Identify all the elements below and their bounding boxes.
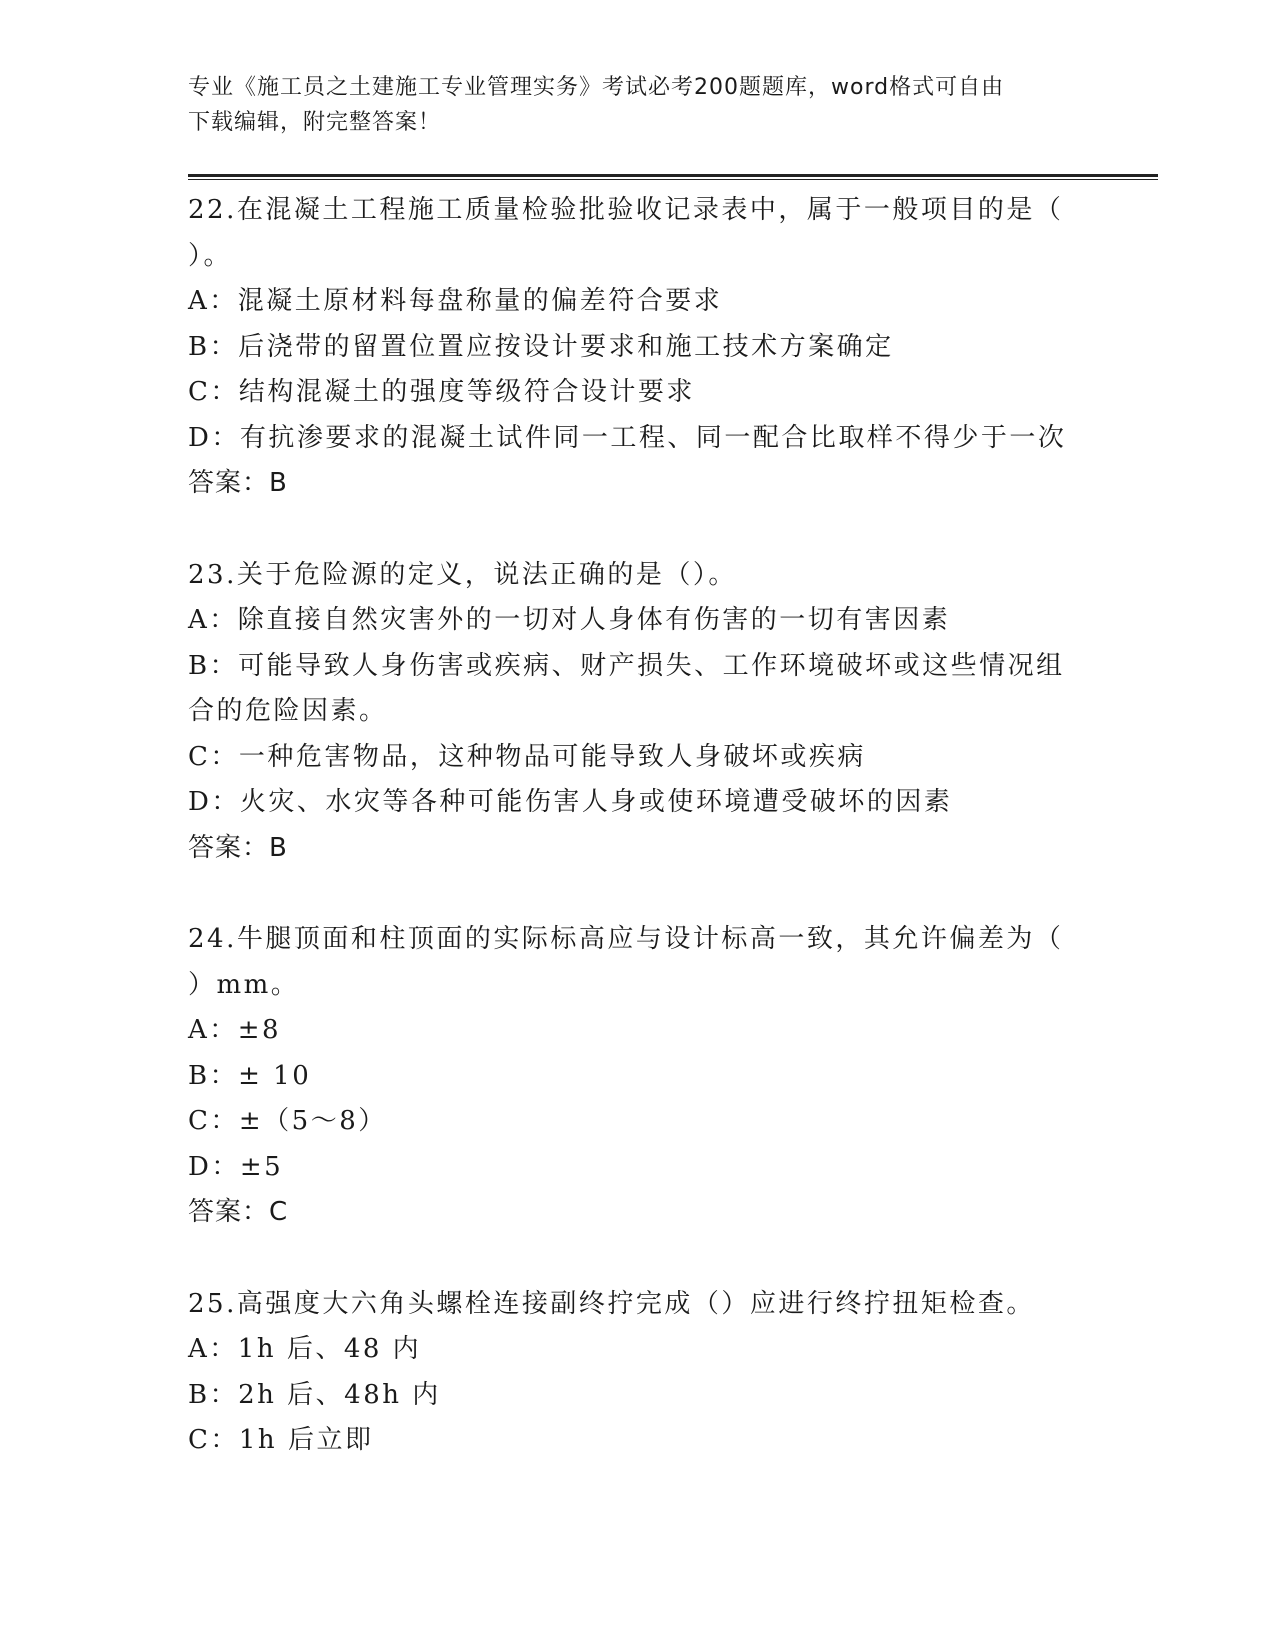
question-22 [188,188,1158,507]
option-b: B：后浇带的留置位置应按设计要求和施工技术方案确定 [188,331,894,362]
option-b-continued: 合的危险因素。 [188,696,388,726]
document-page [188,70,1158,1510]
question-24 [188,917,1158,1236]
option-a: A：±8 [188,1015,282,1045]
option-c: C：结构混凝土的强度等级符合设计要求 [188,377,695,407]
question-25 [188,1282,1158,1464]
question-stem: ）mm。 [188,969,300,1000]
option-d: D：±5 [188,1151,284,1182]
question-23 [188,553,1158,872]
option-c: C：一种危害物品，这种物品可能导致人身破坏或疾病 [188,741,866,772]
option-c: C：1h 后立即 [188,1425,374,1455]
answer-label: 答案：B [188,468,288,498]
answer-label: 答案：B [188,832,288,863]
header-line-2: 下载编辑，附完整答案！ [188,110,442,135]
option-b: B：可能导致人身伤害或疾病、财产损失、工作环境破坏或这些情况组 [188,650,1065,681]
question-stem: 23.关于危险源的定义，说法正确的是（）。 [188,559,737,590]
question-list [188,188,1158,1464]
question-stem: 25.高强度大六角头螺栓连接副终拧完成（）应进行终拧扭矩检查。 [188,1288,1035,1319]
answer-label: 答案：C [188,1197,289,1227]
option-c: C：±（5～8） [188,1106,387,1136]
question-stem: ）。 [188,240,233,271]
option-d: D：火灾、水灾等各种可能伤害人身或使环境遭受破坏的因素 [188,787,953,817]
option-a: A：混凝土原材料每盘称量的偏差符合要求 [188,286,723,316]
document-header [188,70,1158,140]
option-d: D：有抗渗要求的混凝土试件同一工程、同一配合比取样不得少于一次 [188,422,1067,453]
option-a: A：除直接自然灾害外的一切对人身体有伤害的一切有害因素 [188,605,951,635]
option-a: A：1h 后、48 内 [188,1334,422,1364]
question-stem: 24.牛腿顶面和柱顶面的实际标高应与设计标高一致，其允许偏差为（ [188,924,1064,954]
option-b: B：± 10 [188,1060,312,1091]
option-b: B：2h 后、48h 内 [188,1379,441,1410]
header-line-1: 专业《施工员之土建施工专业管理实务》考试必考200题题库，word格式可自由 [188,75,1005,100]
question-stem: 22.在混凝土工程施工质量检验批验收记录表中，属于一般项目的是（ [188,195,1064,225]
header-divider [188,174,1158,180]
